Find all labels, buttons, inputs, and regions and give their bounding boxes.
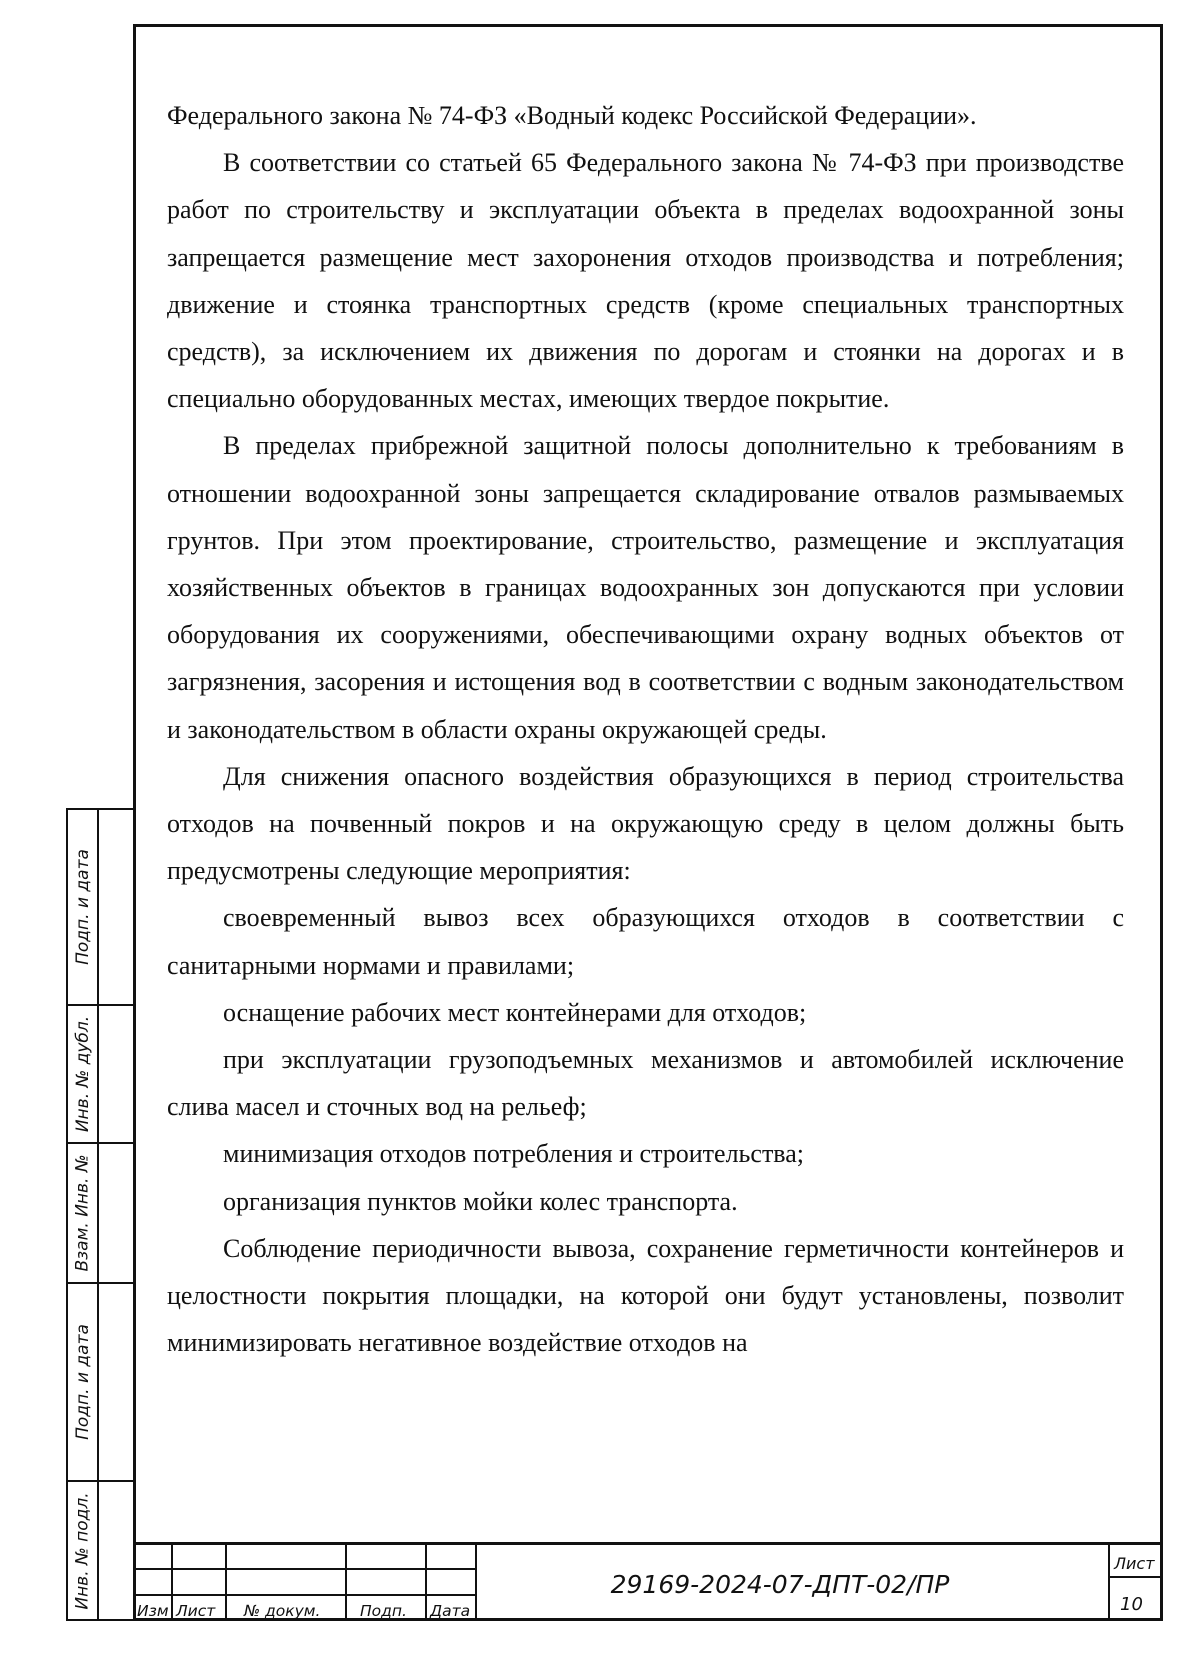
sheet-label: Лист xyxy=(1114,1554,1155,1573)
body-text xyxy=(167,92,1124,1366)
list-label: Лист xyxy=(176,1602,216,1620)
paragraph: В пределах прибрежной защитной полосы дополнительно к требованиям в отношении водоохранной зоны запрещается складирование отвалов размываемых грунтов. При этом проектирование, строительство, размещение и эксплуатация хозяйственных объектов в границах водоохранных зон допускаются при условии оборудования их сооружениями, обеспечивающими охрану водных объектов от загрязнения, засорения и истощения вод в соответствии с водным законодательством и законодательством в области охраны окружающей среды. xyxy=(167,431,1124,744)
paragraph: своевременный вывоз всех образующихся отходов в соответствии с санитарными нормами и правилами; xyxy=(167,903,1124,980)
izm-label: Изм xyxy=(137,1602,169,1620)
paragraph: Соблюдение периодичности вывоза, сохранение герметичности контейнеров и целостности покрытия площадки, на которой они будут установлены, позволит минимизировать негативное воздействие отходов на xyxy=(167,1233,1124,1358)
podp-label: Подп. xyxy=(360,1602,407,1620)
paragraph: организация пунктов мойки колес транспорта. xyxy=(223,1186,738,1216)
data-label: Дата xyxy=(430,1602,471,1620)
paragraph: оснащение рабочих мест контейнерами для отходов; xyxy=(223,997,807,1027)
paragraph: при эксплуатации грузоподъемных механизмов и автомобилей исключение слива масел и сточных вод на рельеф; xyxy=(167,1045,1124,1122)
paragraph: Для снижения опасного воздействия образующихся в период строительства отходов на почвенный покров и на окружающую среду в целом должны быть предусмотрены следующие мероприятия: xyxy=(167,761,1124,886)
side-label-inv-podl: Инв. № подл. xyxy=(73,1491,94,1610)
document-code: 29169-2024-07-ДПТ-02/ПР xyxy=(610,1570,950,1599)
n-dokum-label: № докум. xyxy=(244,1602,321,1620)
paragraph: минимизация отходов потребления и строительства; xyxy=(223,1139,805,1169)
side-label-vzam-inv: Взам. Инв. № xyxy=(73,1154,93,1272)
side-label-inv-dubl: Инв. № дубл. xyxy=(73,1015,93,1133)
paragraph: Федерального закона № 74-ФЗ «Водный кодекс Российской Федерации». xyxy=(167,101,977,130)
side-label-podp-data-bottom: Подп. и дата xyxy=(73,1324,93,1440)
side-stamp xyxy=(66,808,133,1621)
paragraph: В соответствии со статьей 65 Федерального закона № 74-ФЗ при производстве работ по строительству и эксплуатации объекта в пределах водоохранной зоны запрещается размещение мест захоронения отходов производства и потребления; движение и стоянка транспортных средств (кроме специальных транспортных средств), за исключением их движения по дорогам и стоянки на дорогах и в специально оборудованных местах, имеющих твердое покрытие. xyxy=(167,148,1124,414)
sheet-number: 10 xyxy=(1120,1594,1143,1615)
side-label-podp-data-top: Подп. и дата xyxy=(73,849,93,965)
